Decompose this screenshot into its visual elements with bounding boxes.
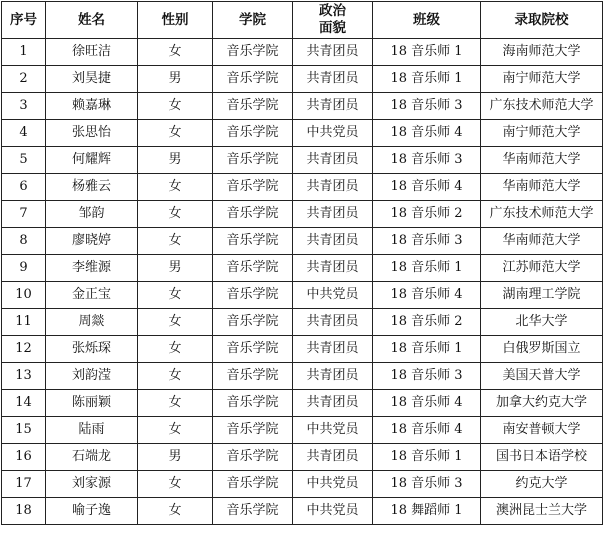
cell-name: 金正宝 (46, 282, 138, 309)
cell-school: 北华大学 (481, 309, 603, 336)
cell-no: 2 (2, 66, 46, 93)
cell-politics: 共青团员 (293, 255, 373, 282)
table-row (2, 309, 603, 336)
cell-name: 石端龙 (46, 444, 138, 471)
cell-class: 18 音乐师 3 (373, 228, 481, 255)
cell-no: 11 (2, 309, 46, 336)
cell-gender: 女 (138, 498, 213, 525)
cell-gender: 男 (138, 255, 213, 282)
cell-no: 17 (2, 471, 46, 498)
cell-school: 广东技术师范大学 (481, 201, 603, 228)
cell-class: 18 音乐师 1 (373, 255, 481, 282)
cell-class: 18 音乐师 1 (373, 444, 481, 471)
header-name: 姓名 (46, 2, 138, 39)
cell-name: 徐旺洁 (46, 39, 138, 66)
cell-school: 华南师范大学 (481, 147, 603, 174)
cell-class: 18 音乐师 4 (373, 417, 481, 444)
cell-name: 何耀辉 (46, 147, 138, 174)
table-row (2, 93, 603, 120)
admission-table (1, 1, 603, 525)
cell-no: 14 (2, 390, 46, 417)
cell-gender: 女 (138, 201, 213, 228)
cell-politics: 共青团员 (293, 336, 373, 363)
cell-school: 华南师范大学 (481, 174, 603, 201)
cell-class: 18 音乐师 1 (373, 66, 481, 93)
cell-no: 16 (2, 444, 46, 471)
cell-class: 18 舞蹈师 1 (373, 498, 481, 525)
cell-school: 国书日本语学校 (481, 444, 603, 471)
cell-gender: 女 (138, 282, 213, 309)
cell-no: 3 (2, 93, 46, 120)
table-row (2, 444, 603, 471)
cell-college: 音乐学院 (213, 147, 293, 174)
cell-gender: 女 (138, 417, 213, 444)
cell-gender: 女 (138, 390, 213, 417)
cell-class: 18 音乐师 4 (373, 282, 481, 309)
cell-politics: 共青团员 (293, 390, 373, 417)
cell-name: 廖晓婷 (46, 228, 138, 255)
cell-politics: 共青团员 (293, 39, 373, 66)
cell-name: 赖嘉琳 (46, 93, 138, 120)
cell-school: 南宁师范大学 (481, 120, 603, 147)
cell-name: 周燚 (46, 309, 138, 336)
cell-no: 5 (2, 147, 46, 174)
header-college: 学院 (213, 2, 293, 39)
cell-college: 音乐学院 (213, 282, 293, 309)
table-row (2, 39, 603, 66)
cell-college: 音乐学院 (213, 390, 293, 417)
cell-name: 刘昊捷 (46, 66, 138, 93)
cell-school: 白俄罗斯国立 (481, 336, 603, 363)
cell-gender: 男 (138, 147, 213, 174)
cell-name: 刘家源 (46, 471, 138, 498)
cell-politics: 共青团员 (293, 363, 373, 390)
cell-college: 音乐学院 (213, 444, 293, 471)
cell-class: 18 音乐师 4 (373, 390, 481, 417)
cell-college: 音乐学院 (213, 336, 293, 363)
cell-school: 约克大学 (481, 471, 603, 498)
cell-name: 张思怡 (46, 120, 138, 147)
cell-college: 音乐学院 (213, 120, 293, 147)
header-no: 序号 (2, 2, 46, 39)
table-row (2, 390, 603, 417)
cell-school: 美国天普大学 (481, 363, 603, 390)
cell-school: 加拿大约克大学 (481, 390, 603, 417)
cell-college: 音乐学院 (213, 471, 293, 498)
cell-gender: 男 (138, 444, 213, 471)
cell-politics: 中共党员 (293, 471, 373, 498)
cell-college: 音乐学院 (213, 39, 293, 66)
cell-no: 13 (2, 363, 46, 390)
cell-school: 江苏师范大学 (481, 255, 603, 282)
cell-no: 18 (2, 498, 46, 525)
cell-name: 张烁琛 (46, 336, 138, 363)
header-politics-line2: 面貌 (319, 20, 346, 36)
cell-class: 18 音乐师 2 (373, 201, 481, 228)
cell-gender: 女 (138, 471, 213, 498)
cell-college: 音乐学院 (213, 255, 293, 282)
cell-no: 15 (2, 417, 46, 444)
cell-name: 李维源 (46, 255, 138, 282)
cell-college: 音乐学院 (213, 309, 293, 336)
table-row (2, 201, 603, 228)
cell-college: 音乐学院 (213, 417, 293, 444)
cell-name: 邹韵 (46, 201, 138, 228)
cell-politics: 共青团员 (293, 66, 373, 93)
cell-school: 广东技术师范大学 (481, 93, 603, 120)
cell-politics: 共青团员 (293, 147, 373, 174)
header-school: 录取院校 (481, 2, 603, 39)
header-politics-line1: 政治 (319, 3, 346, 19)
cell-class: 18 音乐师 2 (373, 309, 481, 336)
cell-college: 音乐学院 (213, 174, 293, 201)
cell-class: 18 音乐师 3 (373, 93, 481, 120)
cell-politics: 共青团员 (293, 93, 373, 120)
cell-politics: 中共党员 (293, 282, 373, 309)
cell-class: 18 音乐师 3 (373, 147, 481, 174)
cell-class: 18 音乐师 4 (373, 120, 481, 147)
cell-class: 18 音乐师 3 (373, 363, 481, 390)
table-row (2, 120, 603, 147)
header-politics (293, 2, 373, 39)
cell-college: 音乐学院 (213, 93, 293, 120)
cell-politics: 中共党员 (293, 417, 373, 444)
table-row (2, 255, 603, 282)
cell-gender: 女 (138, 336, 213, 363)
cell-politics: 共青团员 (293, 201, 373, 228)
cell-no: 1 (2, 39, 46, 66)
table-row (2, 498, 603, 525)
cell-no: 6 (2, 174, 46, 201)
cell-gender: 女 (138, 120, 213, 147)
table-row (2, 282, 603, 309)
cell-college: 音乐学院 (213, 228, 293, 255)
cell-no: 9 (2, 255, 46, 282)
cell-gender: 女 (138, 363, 213, 390)
cell-gender: 女 (138, 228, 213, 255)
cell-name: 喻子逸 (46, 498, 138, 525)
header-gender: 性别 (138, 2, 213, 39)
header-class: 班级 (373, 2, 481, 39)
cell-politics: 中共党员 (293, 498, 373, 525)
table-row (2, 228, 603, 255)
cell-college: 音乐学院 (213, 66, 293, 93)
cell-class: 18 音乐师 4 (373, 174, 481, 201)
table-row (2, 174, 603, 201)
cell-no: 12 (2, 336, 46, 363)
table-row (2, 147, 603, 174)
table-row (2, 363, 603, 390)
cell-name: 陆雨 (46, 417, 138, 444)
table-header-row (2, 2, 603, 39)
cell-school: 南安普顿大学 (481, 417, 603, 444)
cell-name: 刘韵滢 (46, 363, 138, 390)
table-row (2, 471, 603, 498)
cell-politics: 共青团员 (293, 309, 373, 336)
table-row (2, 66, 603, 93)
cell-college: 音乐学院 (213, 363, 293, 390)
cell-school: 南宁师范大学 (481, 66, 603, 93)
cell-class: 18 音乐师 1 (373, 336, 481, 363)
cell-class: 18 音乐师 3 (373, 471, 481, 498)
cell-no: 10 (2, 282, 46, 309)
cell-politics: 共青团员 (293, 228, 373, 255)
cell-no: 4 (2, 120, 46, 147)
cell-politics: 共青团员 (293, 444, 373, 471)
cell-gender: 女 (138, 93, 213, 120)
cell-class: 18 音乐师 1 (373, 39, 481, 66)
cell-college: 音乐学院 (213, 201, 293, 228)
cell-college: 音乐学院 (213, 498, 293, 525)
table-row (2, 336, 603, 363)
cell-name: 杨雅云 (46, 174, 138, 201)
table-row (2, 417, 603, 444)
cell-no: 8 (2, 228, 46, 255)
cell-school: 华南师范大学 (481, 228, 603, 255)
cell-school: 湖南理工学院 (481, 282, 603, 309)
cell-gender: 女 (138, 309, 213, 336)
cell-politics: 中共党员 (293, 120, 373, 147)
cell-gender: 女 (138, 174, 213, 201)
header-politics-text (319, 3, 346, 37)
cell-school: 澳洲昆士兰大学 (481, 498, 603, 525)
cell-name: 陈丽颖 (46, 390, 138, 417)
cell-no: 7 (2, 201, 46, 228)
table-body (2, 39, 603, 525)
cell-gender: 男 (138, 66, 213, 93)
cell-school: 海南师范大学 (481, 39, 603, 66)
cell-politics: 共青团员 (293, 174, 373, 201)
cell-gender: 女 (138, 39, 213, 66)
